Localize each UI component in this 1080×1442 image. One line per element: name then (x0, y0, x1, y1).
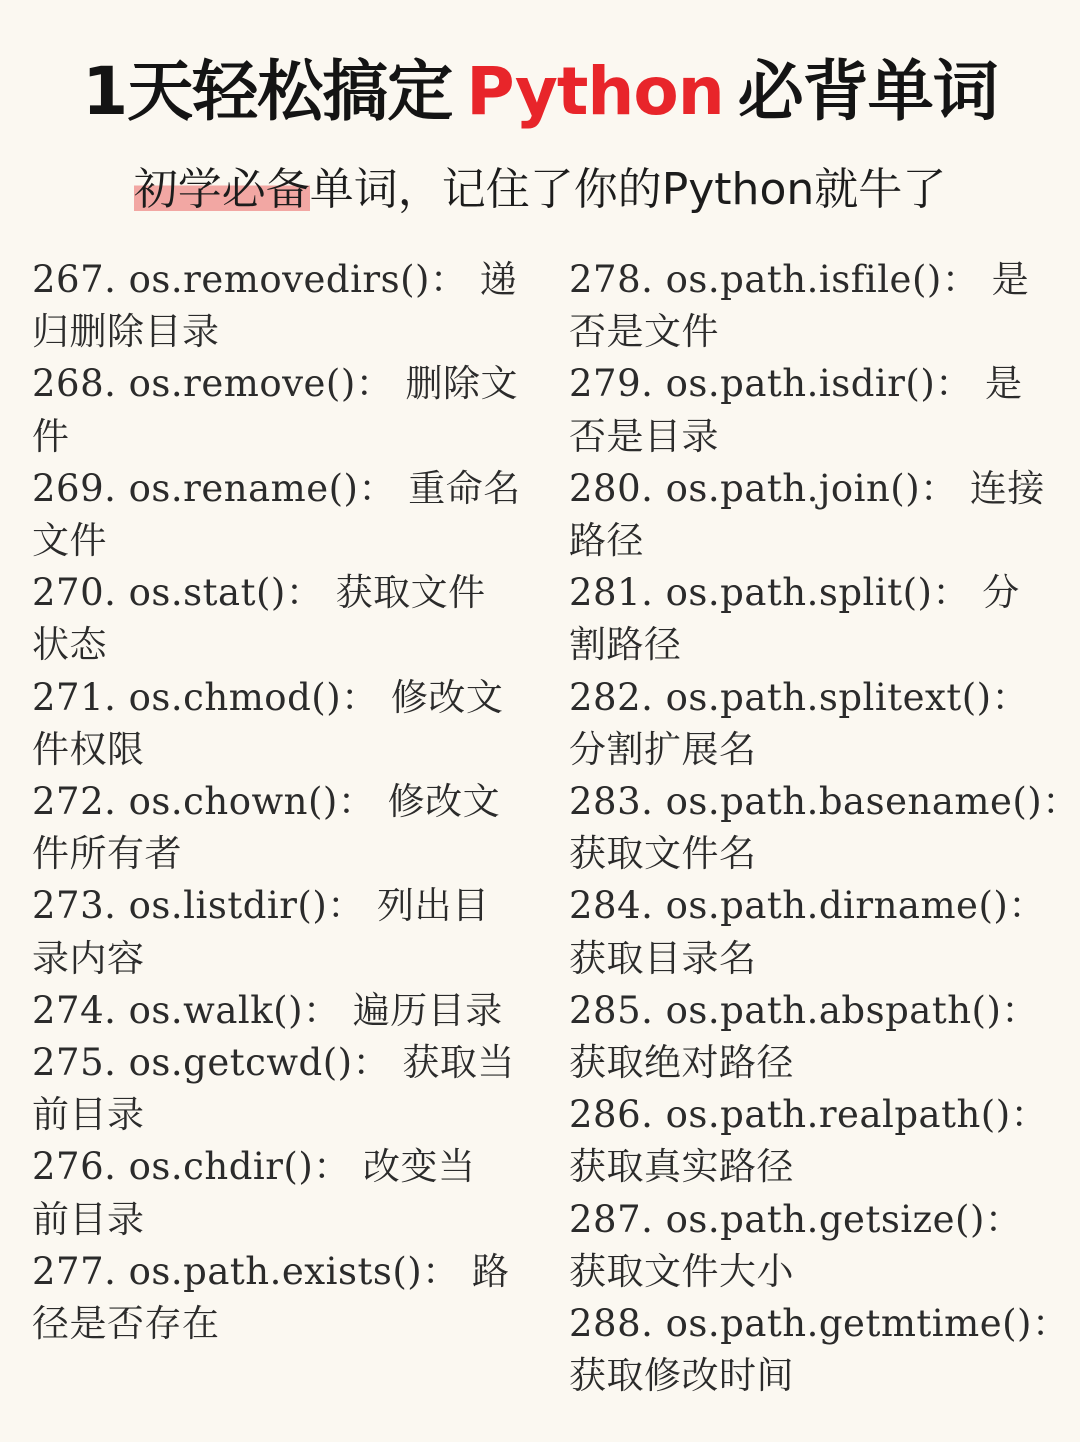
entry-line-1: 268. os.remove()： 删除文 (32, 362, 519, 406)
entry-line-2: 件所有者 (32, 832, 182, 876)
title-highlight: Python (466, 53, 724, 130)
list-item (32, 1246, 512, 1350)
entry-line-1: 285. os.path.abspath()： (569, 988, 1039, 1032)
list-item (32, 358, 519, 462)
list-item (569, 672, 1049, 776)
entry-line-1: 288. os.path.getmtime()： (569, 1302, 1070, 1346)
list-item (569, 1194, 1049, 1298)
entry-line-2: 前目录 (32, 1197, 145, 1241)
entry-line-1: 272. os.chown()： 修改文 (32, 780, 501, 824)
entry-line-2: 获取目录名 (569, 936, 757, 980)
list-item (569, 985, 1049, 1089)
list-item (32, 880, 512, 984)
list-item (32, 463, 521, 567)
entry-line-1: 281. os.path.split()： 分 (569, 571, 1020, 615)
entry-line-2: 获取文件名 (569, 832, 757, 876)
entry-line-2: 前目录 (32, 1093, 145, 1137)
entry-line-1: 282. os.path.splitext()： (569, 675, 1030, 719)
title-suffix: 必背单词 (737, 53, 998, 130)
entry-line-2: 获取绝对路径 (569, 1041, 794, 1085)
entry-line-2: 状态 (32, 623, 107, 667)
right-column (569, 254, 1080, 1402)
entry-line-1: 271. os.chmod()： 修改文 (32, 675, 504, 719)
list-item (32, 1141, 512, 1245)
list-item (569, 776, 1080, 880)
list-item (32, 985, 512, 1037)
entry-line-1: 269. os.rename()： 重命名 (32, 466, 521, 510)
entry-line-1: 274. os.walk()： 遍历目录 (32, 988, 503, 1032)
entry-line-1: 276. os.chdir()： 改变当 (32, 1145, 476, 1189)
subtitle-text: 单词，记住了你的Python就牛了 (309, 164, 947, 215)
entry-line-2: 分割扩展名 (569, 727, 757, 771)
list-item (32, 254, 518, 358)
list-item (32, 1037, 515, 1141)
entry-line-2: 割路径 (569, 623, 682, 667)
list-item (569, 358, 1049, 462)
entry-line-1: 283. os.path.basename()： (569, 780, 1080, 824)
entry-line-2: 获取修改时间 (569, 1354, 794, 1398)
entry-line-2: 径是否存在 (32, 1302, 220, 1346)
list-item (569, 1298, 1070, 1402)
list-item (32, 776, 512, 880)
list-item (569, 880, 1049, 984)
entry-line-2: 获取真实路径 (569, 1145, 794, 1189)
entry-line-1: 278. os.path.isfile()： 是 (569, 258, 1030, 301)
page-subtitle (0, 160, 1080, 220)
entry-line-1: 270. os.stat()： 获取文件 (32, 571, 486, 615)
list-item (32, 672, 512, 776)
entry-line-1: 273. os.listdir()： 列出目 (32, 884, 490, 928)
list-item (569, 1089, 1049, 1193)
list-item (569, 254, 1049, 358)
list-item (569, 463, 1049, 567)
entry-line-1: 280. os.path.join()： 连接 (569, 466, 1045, 510)
entry-line-1: 287. os.path.getsize()： (569, 1197, 1023, 1241)
entry-line-1: 284. os.path.dirname()： (569, 884, 1046, 928)
entry-line-2: 获取文件大小 (569, 1249, 794, 1293)
entry-line-1: 277. os.path.exists()： 路 (32, 1249, 510, 1293)
entry-line-1: 267. os.removedirs()： 递 (32, 258, 518, 301)
left-column (32, 254, 521, 1350)
entry-line-1: 279. os.path.isdir()： 是 (569, 362, 1023, 406)
entry-line-1: 286. os.path.realpath()： (569, 1093, 1049, 1137)
list-item (32, 567, 512, 671)
subtitle-highlight: 初学必备 (133, 164, 310, 215)
title-prefix: 1天轻松搞定 (82, 53, 453, 130)
entry-line-2: 件权限 (32, 727, 145, 771)
entry-line-2: 否是文件 (569, 310, 719, 354)
list-item (569, 567, 1049, 671)
entry-line-2: 否是目录 (569, 414, 719, 458)
entry-line-2: 文件 (32, 519, 107, 563)
entry-line-2: 录内容 (32, 936, 145, 980)
entry-line-2: 路径 (569, 519, 644, 563)
entry-line-2: 归删除目录 (32, 310, 220, 354)
entry-line-1: 275. os.getcwd()： 获取当 (32, 1041, 515, 1085)
page-title (0, 52, 1080, 132)
entry-line-2: 件 (32, 414, 70, 458)
